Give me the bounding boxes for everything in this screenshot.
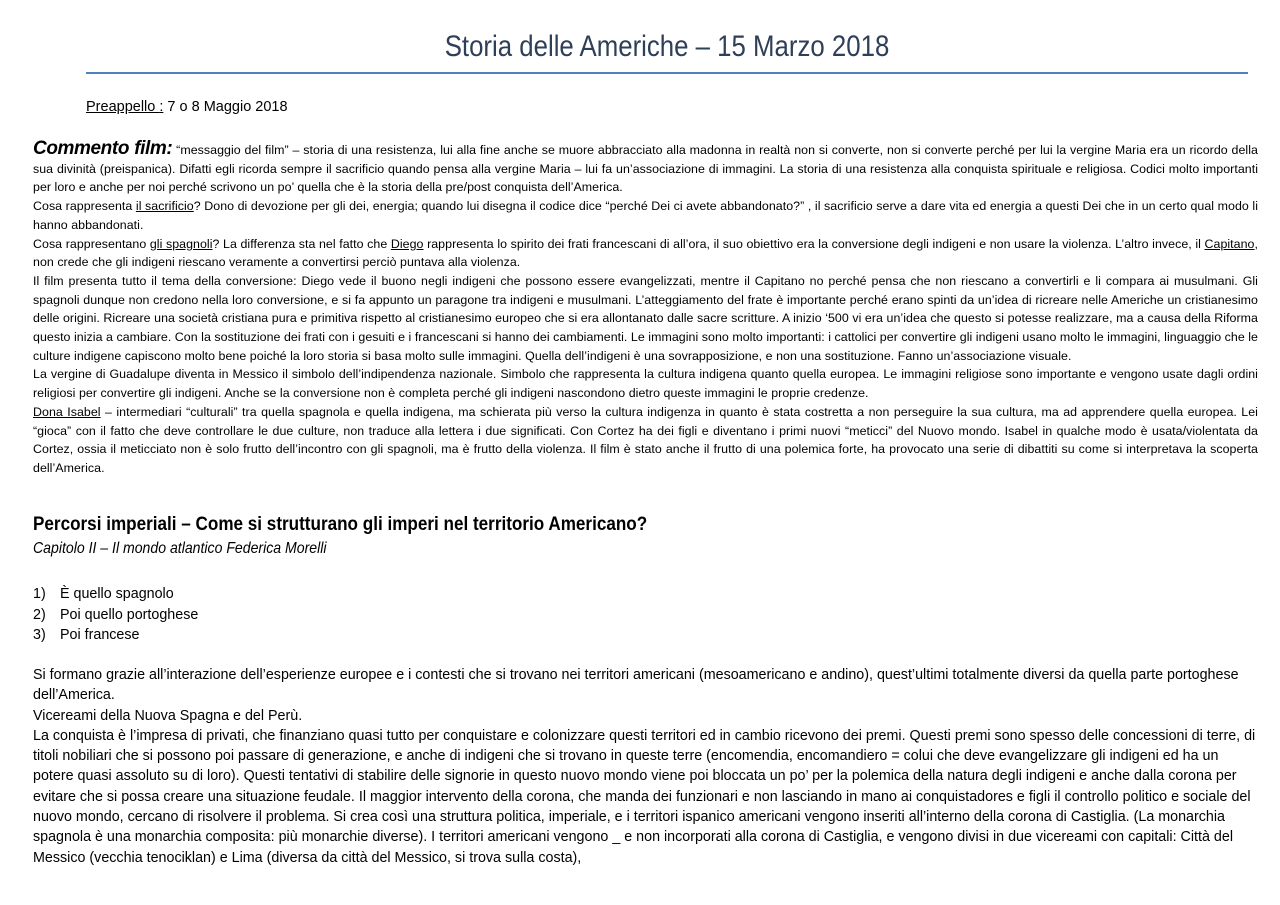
commento-p3-post: , non crede che gli indigeni riescano veramente a convertirsi perciò puntava alla violenza. <box>33 236 1258 270</box>
list-item-number: 1) <box>33 586 46 602</box>
commento-p2-post: ? Dono di devozione per gli dei, energia; quando lui disegna il codice dice “perché Dei ci avete abbandonato?” , il sacrificio serve a dare vita ed energia a questi Dei che in un certo qual modo li hanno abbandonati. <box>33 199 1259 232</box>
imperi-paragraph-1: Si formano grazie all’interazione dell’esperienze europee e i contesti che si trovano nei territori americani (mesoamericano e andino), quest’ultimi totalmente diversi da quella parte portoghese dell’America. <box>33 667 1239 704</box>
imperi-section <box>33 665 1258 868</box>
commento-label: Commento film: <box>33 138 173 159</box>
page-title: Storia delle Americhe – 15 Marzo 2018 <box>444 30 890 63</box>
list-item-text: Poi francese <box>60 627 140 643</box>
commento-section <box>33 140 1258 478</box>
diego-term: Diego <box>390 236 424 251</box>
spagnoli-term: gli spagnoli <box>149 236 213 251</box>
preappello-label: Preappello <box>86 99 160 115</box>
commento-p1-text: “messaggio del film” – storia di una resistenza, lui alla fine anche se muore abbracciato alla madonna in realtà non si converte, non si converte perché per lui la vergine Maria era un ricordo della sua divinità (preispanica). Difatti egli ricorda sempre il sacrificio quando pensa alla vergine Maria – lui fa un’associazione di immagini. La storia di una resistenza alla conquista spirituale e religiosa. Codici molto importanti per loro e anche per noi perché scrivono un po’ quella che è la storia della pre/post conquista dell’America. <box>33 143 1258 195</box>
preappello-separator: : <box>159 99 164 115</box>
commento-p3-mid2: rappresenta lo spirito dei frati francescani di all’ora, il suo obiettivo era la conversione degli indigeni e non usare la violenza. L’altro invece, il <box>423 236 1205 251</box>
preappello-date: 7 o 8 Maggio 2018 <box>163 99 288 115</box>
imperi-paragraph-3: La conquista è l’impresa di privati, che finanziano quasi tutto per conquistare e colonizzare questi territori ed in cambio ricevono dei premi. Questi premi sono spesso delle concessioni di terre, di titoli nobiliari che si possono poi passare di generazione, e anche di indigeni che si trovano in queste terre (encomendia, encomandiero = colui che deve evangelizzare gli indigeni ed ha un potere quasi assoluto su di loro). Questi tentativi di stabilire delle signorie in questo nuovo mondo viene poi bloccata un po’ per la polemica della natura degli indigeni e anche dalla corona per evitare che si possa creare una situazione feudale. Il maggior intervento della corona, che manda dei funzionari e non lasciando in mano ai conquistadores e figli il controllo politico e sociale del nuovo mondo, cercano di risolvere il problema. Si crea così una struttura politica, imperiale, e i territori ispanico americani vengono inseriti all’interno della corona di Castiglia. (La monarchia spagnola è una monarchia composita: più monarchie diverse). I territori americani vengono _ e non incorporati alla corona di Castiglia, e vengono divisi in due vicereami con capitali: Città del Messico (vecchia tenociklan) e Lima (diversa da città del Messico, si trova sulla costa), <box>33 727 1256 866</box>
title-divider <box>86 72 1248 74</box>
list-item-number: 3) <box>33 627 46 643</box>
numbered-list <box>33 584 198 646</box>
dona-isabel-term: Dona Isabel <box>33 404 101 419</box>
list-item-text: Poi quello portoghese <box>60 606 199 623</box>
section-heading: Percorsi imperiali – Come si strutturano gli imperi nel territorio Americano? <box>33 514 648 535</box>
commento-paragraph-6 <box>33 403 1258 478</box>
list-item-text: È quello spagnolo <box>60 586 174 602</box>
sacrificio-term: il sacrificio <box>135 199 194 214</box>
capitano-term: Capitano <box>1204 236 1255 251</box>
commento-p3-pre: Cosa rappresentano <box>33 236 150 251</box>
list-item <box>33 584 198 605</box>
commento-paragraph-3 <box>33 235 1258 272</box>
list-item-number: 2) <box>33 606 46 623</box>
commento-p6-post: – intermediari “culturali” tra quella spagnola e quella indigena, ma schierata più verso la cultura indigenza in quanto è stata costretta a non perseguire la sua cultura, ma ad apprendere quella europea. Lei “gioca” con il fatto che deve controllare le due culture, non traduce alla lettera i due significati. Con Cortez ha dei figli e diventano i primi nuovi “meticci” del Nuovo mondo. Isabel in qualche modo è usata/violentata da Cortez, ossia il meticciato non è solo frutto dell’incontro con gli spagnoli, ma è frutto della violenza. Il film è stato anche il frutto di una polemica forte, ha provocato una serie di dibattiti su come si interpretava la scoperta dell’America. <box>33 404 1258 475</box>
list-item <box>33 605 198 626</box>
section-subheading: Capitolo II – Il mondo atlantico Federica Morelli <box>33 540 327 557</box>
preappello-line <box>86 99 288 115</box>
commento-paragraph-2 <box>33 197 1258 234</box>
commento-p3-mid1: ? La differenza sta nel fatto che <box>212 236 391 251</box>
imperi-paragraph-2: Vicereami della Nuova Spagna e del Perù. <box>33 707 303 724</box>
commento-paragraph-5: La vergine di Guadalupe diventa in Messico il simbolo dell’indipendenza nazionale. Simbolo che rappresenta la cultura indigena quanto quella europea. Le immagini religiose sono importante e vengono usate dagli ordini religiosi per convertire gli indigeni. Anche se la conversione non è completa perché gli indigeni nascondono dietro queste immagini le proprie credenze. <box>33 367 1258 401</box>
commento-paragraph-4: Il film presenta tutto il tema della conversione: Diego vede il buono negli indigeni che possono essere evangelizzati, mentre il Capitano no perché pensa che non riescano a convertirli e li compara ai musulmani. Gli spagnoli dunque non credono nella loro conversione, e si fa appunto un paragone tra indigeni e musulmani. L’atteggiamento del frate è importante perché erano spinti da un’idea di ricreare nelle Americhe un cristianesimo delle origini. Ricreare una società cristiana pura e primitiva rispetto al cristianesimo europeo che si era allontanato dalle sacre scritture. A inizio ‘500 vi era un’idea che questo si potesse realizzare, ma a causa della Riforma questo inizia a cambiare. Con la sostituzione dei frati con i gesuiti e i francescani si hanno dei cambiamenti. Le immagini sono molto importanti: i cattolici per convertire gli indigeni usano molto le immagini, linguaggio che le culture indigene capiscono molto bene poiché la loro storia si basa molto sulle immagini. Quella dell’indigeni è una sovrapposizione, e non una sostituzione. Fanno un’associazione visuale. <box>33 273 1258 363</box>
commento-p2-pre: Cosa rappresenta <box>33 199 136 214</box>
commento-paragraph-1 <box>33 140 1258 197</box>
list-item <box>33 625 198 646</box>
